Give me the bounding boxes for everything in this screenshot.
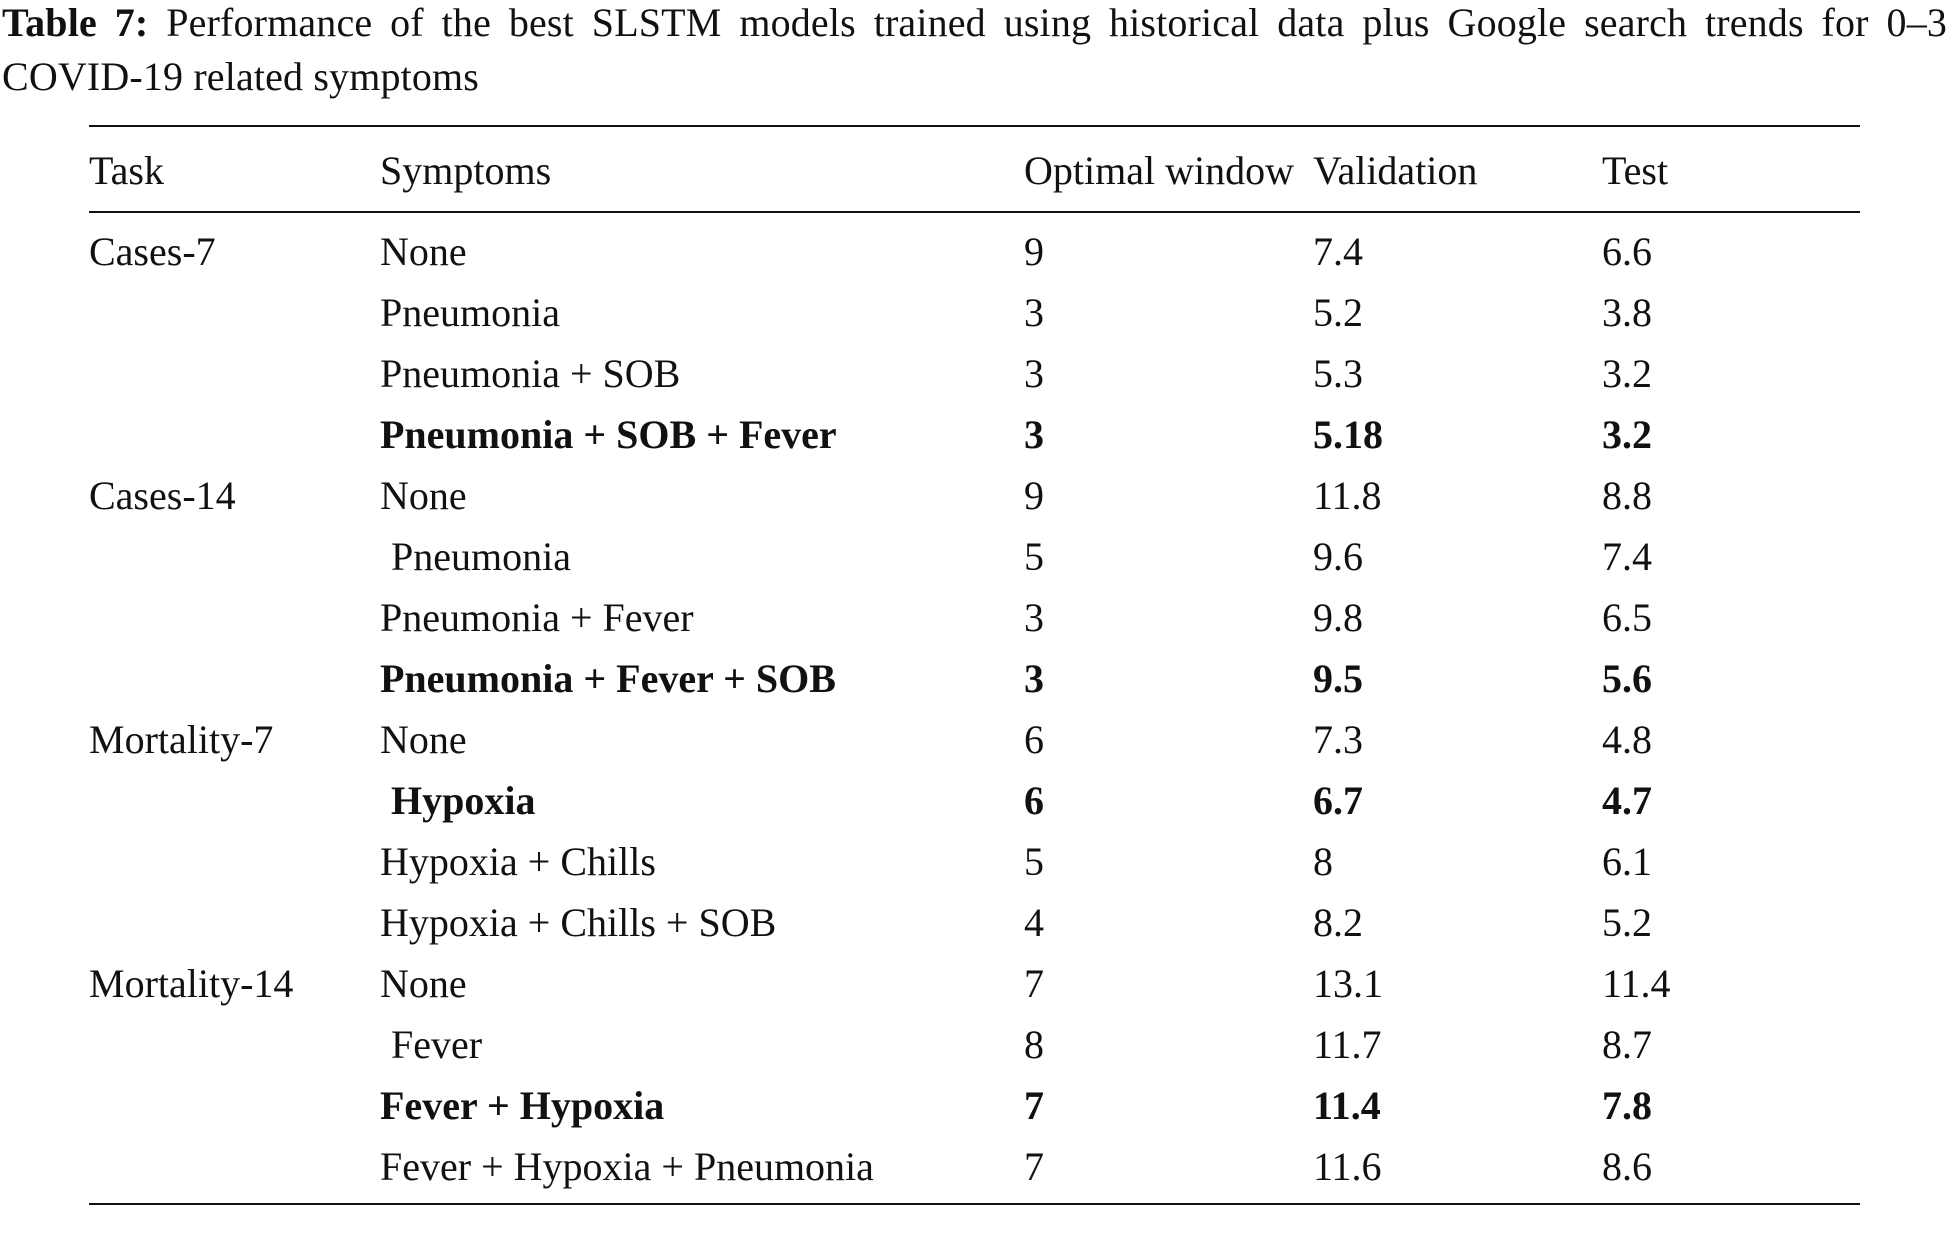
table-row: [89, 212, 1860, 282]
cell-validation: 11.6: [1313, 1144, 1382, 1189]
cell-symptoms: Pneumonia: [380, 290, 560, 335]
cell-test: 6.5: [1602, 595, 1652, 640]
cell-symptoms: Hypoxia: [391, 778, 536, 823]
cell-task: [89, 1075, 380, 1136]
cell-validation: 5.3: [1313, 351, 1363, 396]
table-row: [89, 1136, 1860, 1204]
header-test: Test: [1602, 148, 1669, 193]
cell-optimal-window: 7: [1024, 1083, 1044, 1128]
cell-test: 11.4: [1602, 961, 1671, 1006]
table-body: [89, 212, 1860, 1204]
cell-validation: 11.7: [1313, 1022, 1382, 1067]
cell-task: [89, 648, 380, 709]
table-caption: [2, 0, 1947, 104]
cell-optimal-window: 3: [1024, 290, 1044, 335]
cell-symptoms: Hypoxia + Chills: [380, 839, 656, 884]
table-row: [89, 831, 1860, 892]
cell-task: Mortality-14: [89, 961, 294, 1006]
cell-task: [89, 770, 380, 831]
caption-label: Table 7:: [2, 0, 149, 45]
cell-test: 4.8: [1602, 717, 1652, 762]
cell-test: 6.1: [1602, 839, 1652, 884]
cell-symptoms: None: [380, 473, 467, 518]
cell-symptoms: None: [380, 717, 467, 762]
table-row: [89, 1014, 1860, 1075]
table-row: [89, 770, 1860, 831]
cell-symptoms: None: [380, 961, 467, 1006]
cell-test: 5.2: [1602, 900, 1652, 945]
cell-optimal-window: 7: [1024, 1144, 1044, 1189]
cell-symptoms: Fever + Hypoxia: [380, 1083, 665, 1128]
cell-task: [89, 587, 380, 648]
cell-symptoms: Hypoxia + Chills + SOB: [380, 900, 777, 945]
table-row: [89, 343, 1860, 404]
cell-test: 3.8: [1602, 290, 1652, 335]
table-row: [89, 465, 1860, 526]
table-row: [89, 648, 1860, 709]
cell-task: [89, 343, 380, 404]
table-row: [89, 953, 1860, 1014]
caption-text: Performance of the best SLSTM models trained using historical data plus Google search trends for 0–3 COVID-19 related symptoms: [2, 0, 1947, 99]
cell-validation: 11.8: [1313, 473, 1382, 518]
table-row: [89, 526, 1860, 587]
table-row: [89, 587, 1860, 648]
cell-test: 7.8: [1602, 1083, 1652, 1128]
cell-optimal-window: 6: [1024, 717, 1044, 762]
cell-test: 3.2: [1602, 351, 1652, 396]
cell-task: Mortality-7: [89, 717, 274, 762]
cell-validation: 7.3: [1313, 717, 1363, 762]
cell-validation: 9.8: [1313, 595, 1363, 640]
cell-task: [89, 831, 380, 892]
cell-validation: 8: [1313, 839, 1333, 884]
cell-optimal-window: 3: [1024, 351, 1044, 396]
cell-validation: 13.1: [1313, 961, 1383, 1006]
cell-symptoms: Pneumonia + Fever: [380, 595, 694, 640]
cell-optimal-window: 9: [1024, 229, 1044, 274]
cell-optimal-window: 7: [1024, 961, 1044, 1006]
results-table: [89, 125, 1860, 1205]
table-row: [89, 282, 1860, 343]
header-validation: Validation: [1313, 148, 1478, 193]
cell-test: 3.2: [1602, 412, 1652, 457]
cell-optimal-window: 3: [1024, 595, 1044, 640]
cell-optimal-window: 3: [1024, 412, 1044, 457]
header-task: Task: [89, 148, 164, 193]
cell-validation: 6.7: [1313, 778, 1363, 823]
cell-validation: 8.2: [1313, 900, 1363, 945]
table-row: [89, 709, 1860, 770]
cell-task: Cases-7: [89, 229, 216, 274]
cell-task: [89, 892, 380, 953]
cell-test: 5.6: [1602, 656, 1652, 701]
cell-symptoms: Pneumonia + SOB: [380, 351, 681, 396]
cell-task: [89, 1014, 380, 1075]
cell-symptoms: Fever + Hypoxia + Pneumonia: [380, 1144, 874, 1189]
cell-validation: 11.4: [1313, 1083, 1381, 1128]
cell-validation: 9.5: [1313, 656, 1363, 701]
cell-optimal-window: 9: [1024, 473, 1044, 518]
cell-test: 8.8: [1602, 473, 1652, 518]
cell-optimal-window: 5: [1024, 839, 1044, 884]
cell-symptoms: Fever: [391, 1022, 483, 1067]
table-header: [89, 126, 1860, 212]
cell-symptoms: Pneumonia + Fever + SOB: [380, 656, 836, 701]
table-row: [89, 1075, 1860, 1136]
cell-task: Cases-14: [89, 473, 236, 518]
cell-optimal-window: 5: [1024, 534, 1044, 579]
cell-symptoms: None: [380, 229, 467, 274]
header-optimal-window: Optimal window: [1024, 148, 1294, 193]
cell-task: [89, 404, 380, 465]
cell-test: 4.7: [1602, 778, 1652, 823]
cell-validation: 7.4: [1313, 229, 1363, 274]
cell-task: [89, 526, 380, 587]
cell-validation: 5.2: [1313, 290, 1363, 335]
cell-optimal-window: 4: [1024, 900, 1044, 945]
header-row: [89, 126, 1860, 212]
cell-test: 7.4: [1602, 534, 1652, 579]
header-symptoms: Symptoms: [380, 148, 552, 193]
cell-optimal-window: 8: [1024, 1022, 1044, 1067]
cell-symptoms: Pneumonia: [391, 534, 571, 579]
cell-validation: 9.6: [1313, 534, 1363, 579]
cell-task: [89, 1136, 380, 1204]
table-row: [89, 404, 1860, 465]
results-table-container: [89, 125, 1860, 1205]
cell-optimal-window: 6: [1024, 778, 1044, 823]
cell-test: 8.7: [1602, 1022, 1652, 1067]
cell-task: [89, 282, 380, 343]
cell-optimal-window: 3: [1024, 656, 1044, 701]
cell-test: 8.6: [1602, 1144, 1652, 1189]
table-row: [89, 892, 1860, 953]
cell-symptoms: Pneumonia + SOB + Fever: [380, 412, 837, 457]
cell-validation: 5.18: [1313, 412, 1383, 457]
cell-test: 6.6: [1602, 229, 1652, 274]
